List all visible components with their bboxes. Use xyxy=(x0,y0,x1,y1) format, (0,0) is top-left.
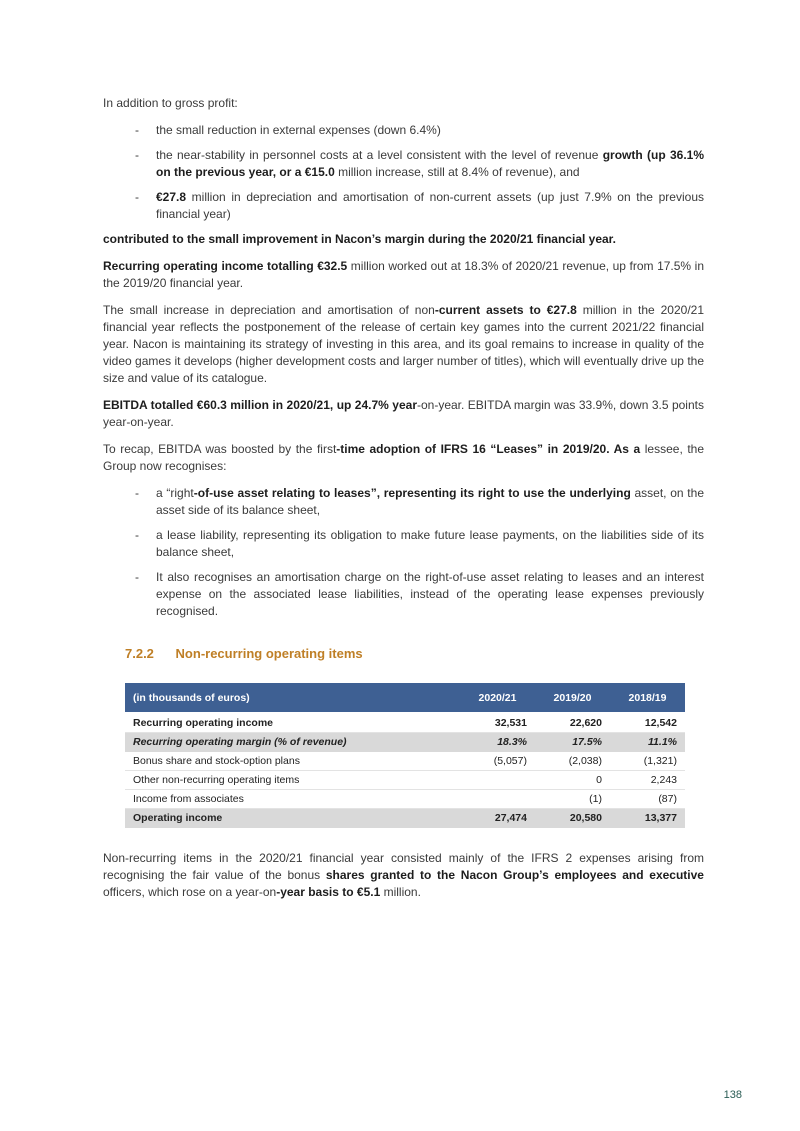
table-row xyxy=(125,713,685,733)
text-run: million. xyxy=(380,885,421,899)
table-row xyxy=(125,752,685,771)
text-run: million in depreciation and amortisation of non-current assets (up just 7.9% on the previous financial year) xyxy=(156,190,704,221)
bullet-dash: - xyxy=(135,148,139,162)
table-header-year: 2020/21 xyxy=(460,683,535,713)
row-label: Other non-recurring operating items xyxy=(125,771,460,790)
text-run: growth (up 36.1% on the previous year, or a €15.0 xyxy=(156,148,704,179)
text-run: the small reduction in external expenses (down 6.4%) xyxy=(156,123,441,137)
bullet-text xyxy=(156,569,704,620)
text-run: -of-use asset relating to leases”, representing its right to use the underlying xyxy=(193,486,631,500)
paragraph xyxy=(103,441,704,475)
row-label: Bonus share and stock-option plans xyxy=(125,752,460,771)
bullet-text xyxy=(156,189,704,223)
text-run: It also recognises an amortisation charge on the right-of-use asset relating to leases and an interest expense on the associated lease liabilities, instead of the operating lease expenses previously recognised. xyxy=(156,570,704,618)
row-value: (87) xyxy=(610,790,685,809)
row-value xyxy=(460,771,535,790)
table-row xyxy=(125,809,685,828)
text-run: a lease liability, representing its obligation to make future lease payments, on the liabilities side of its balance sheet, xyxy=(156,528,704,559)
paragraph xyxy=(103,302,704,387)
row-value: (1,321) xyxy=(610,752,685,771)
text-run: The small increase in depreciation and amortisation of non xyxy=(103,303,435,317)
text-run: a “right xyxy=(156,486,194,500)
closing-paragraph xyxy=(103,850,704,901)
table-row xyxy=(125,790,685,809)
bullet-item xyxy=(135,122,704,139)
bullet-dash: - xyxy=(135,123,139,137)
row-value: 11.1% xyxy=(610,733,685,752)
text-run: Recurring operating income totalling €32.5 xyxy=(103,259,348,273)
bullet-dash: - xyxy=(135,528,139,542)
row-value: 12,542 xyxy=(610,713,685,733)
row-label: Income from associates xyxy=(125,790,460,809)
financial-table xyxy=(125,683,685,828)
row-value: (2,038) xyxy=(535,752,610,771)
bullet-dash: - xyxy=(135,570,139,584)
text-run: To recap, EBITDA was boosted by the first xyxy=(103,442,337,456)
table-row xyxy=(125,771,685,790)
section-number: 7.2.2 xyxy=(125,646,154,661)
paragraph xyxy=(103,95,704,112)
text-run: million in the 2020/21 financial year reflects the postponement of the release of certain key games into the current 2021/22 financial year. Nacon is maintaining its strategy of investing in this area, and its goal remains to increase in quality of the video games it develops (higher development costs and larger number of titles), which will eventually drive up the size and value of its catalogue. xyxy=(103,303,704,385)
text-run: Non-recurring items in the 2020/21 financial year consisted mainly of the IFRS 2 expenses arising from recognising the fair value of the bonus xyxy=(103,851,704,882)
text-run: million increase, still at 8.4% of revenue), and xyxy=(334,165,580,179)
text-run: lessee, the Group now recognises: xyxy=(103,442,705,473)
paragraph xyxy=(103,258,704,292)
bullet-text xyxy=(156,527,704,561)
row-value: 18.3% xyxy=(460,733,535,752)
text-run: -year basis to €5.1 xyxy=(276,885,381,899)
row-label: Recurring operating income xyxy=(125,713,460,733)
section-heading xyxy=(125,646,704,661)
bullet-text xyxy=(156,122,704,139)
row-value: 2,243 xyxy=(610,771,685,790)
table-head xyxy=(125,683,685,713)
text-run: contributed to the small improvement in Nacon’s margin during the 2020/21 financial year. xyxy=(103,232,617,246)
paragraph xyxy=(103,231,704,248)
table-header-year: 2018/19 xyxy=(610,683,685,713)
bullet-item xyxy=(135,189,704,223)
row-value: (1) xyxy=(535,790,610,809)
paragraph xyxy=(103,397,704,431)
row-value: 22,620 xyxy=(535,713,610,733)
row-value: 20,580 xyxy=(535,809,610,828)
text-run: the near-stability in personnel costs at a level consistent with the level of revenue xyxy=(156,148,603,162)
row-label: Operating income xyxy=(125,809,460,828)
bullet-item xyxy=(135,569,704,620)
row-value: (5,057) xyxy=(460,752,535,771)
text-run: million worked out at 18.3% of 2020/21 revenue, up from 17.5% in the 2019/20 financial year. xyxy=(103,259,704,290)
bullet-item xyxy=(135,527,704,561)
text-run: shares granted to the Nacon Group’s employees and executive xyxy=(320,868,704,882)
text-run: -time adoption of IFRS 16 “Leases” in 2019/20. As a xyxy=(336,442,641,456)
table-row xyxy=(125,733,685,752)
row-value: 32,531 xyxy=(460,713,535,733)
text-run: EBITDA totalled €60.3 million in 2020/21, up 24.7% year xyxy=(103,398,417,412)
text-run: asset, on the asset side of its balance sheet, xyxy=(156,486,704,517)
bullet-text xyxy=(156,147,704,181)
text-run: -current assets to €27.8 xyxy=(434,303,577,317)
bullet-dash: - xyxy=(135,486,139,500)
row-value: 0 xyxy=(535,771,610,790)
row-value: 13,377 xyxy=(610,809,685,828)
table-body xyxy=(125,713,685,828)
bullet-item xyxy=(135,485,704,519)
row-value xyxy=(460,790,535,809)
row-value: 17.5% xyxy=(535,733,610,752)
bullet-text xyxy=(156,485,704,519)
text-run: officers, which rose on a year-on xyxy=(103,885,277,899)
section-title: Non-recurring operating items xyxy=(175,646,363,661)
table-header-row xyxy=(125,683,685,713)
body-text xyxy=(103,95,704,620)
row-label: Recurring operating margin (% of revenue) xyxy=(125,733,460,752)
text-run: In addition to gross profit: xyxy=(103,96,238,110)
text-run: -on-year. EBITDA margin was 33.9%, down 3.5 points year-on-year. xyxy=(103,398,704,429)
bullet-dash: - xyxy=(135,190,139,204)
bullet-item xyxy=(135,147,704,181)
page-number: 138 xyxy=(723,1089,742,1101)
table-header-year: 2019/20 xyxy=(535,683,610,713)
table-header-label: (in thousands of euros) xyxy=(125,683,460,713)
text-run: €27.8 xyxy=(156,190,187,204)
row-value: 27,474 xyxy=(460,809,535,828)
